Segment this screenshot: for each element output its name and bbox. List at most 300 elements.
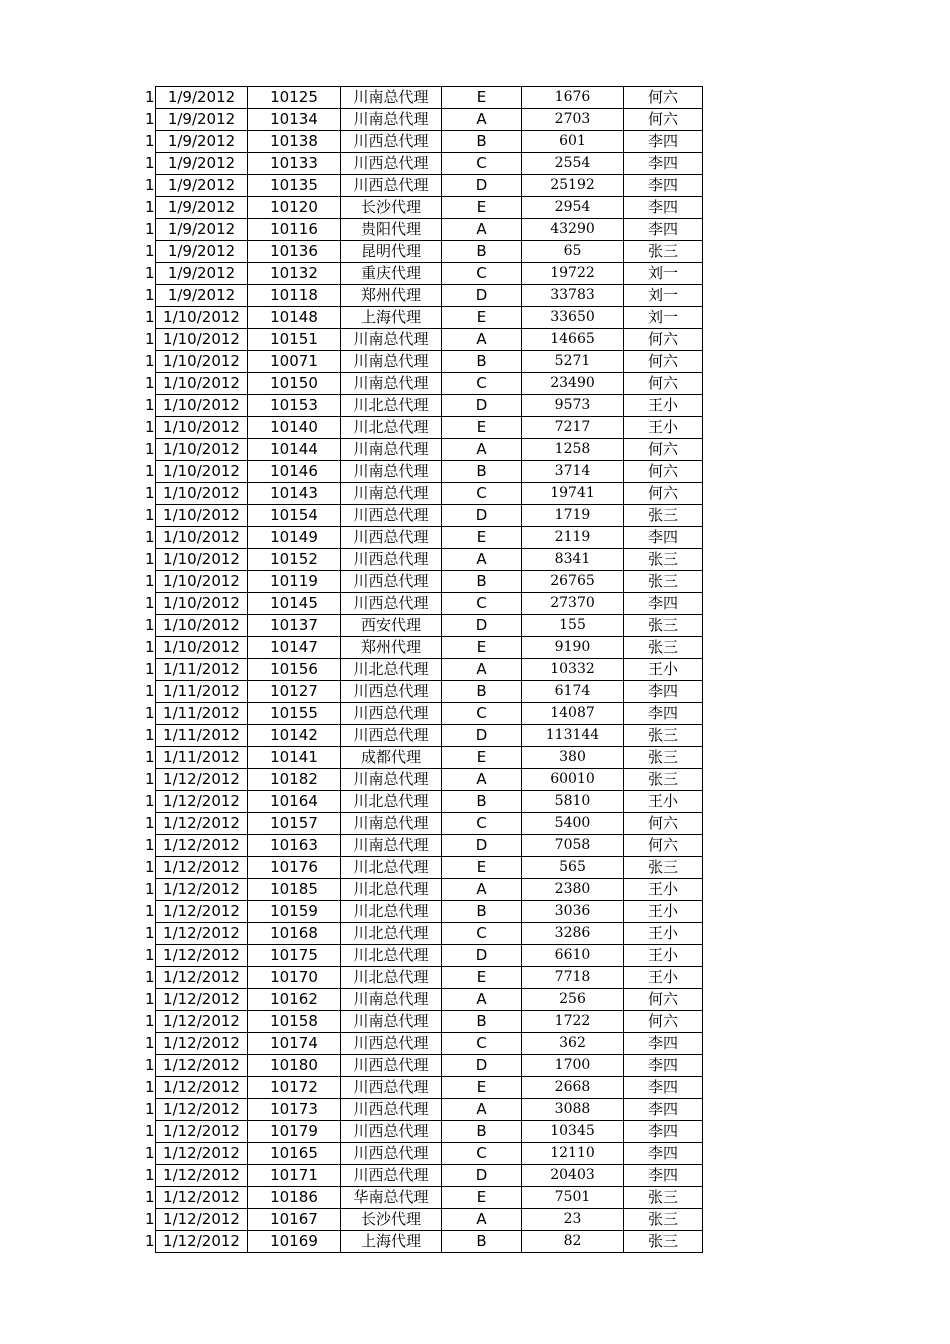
agent-cell: 川北总代理 (341, 791, 442, 813)
grade-cell: D (442, 285, 522, 307)
amount-cell: 2703 (522, 109, 624, 131)
grade-cell: D (442, 1055, 522, 1077)
date-cell: 1/12/2012 (156, 901, 248, 923)
amount-cell: 5400 (522, 813, 624, 835)
salesperson-cell: 张三 (624, 1187, 703, 1209)
agent-cell: 川西总代理 (341, 703, 442, 725)
amount-cell: 14087 (522, 703, 624, 725)
row-index-cell: 1 (145, 1209, 156, 1231)
amount-cell: 2119 (522, 527, 624, 549)
table-row (145, 263, 703, 285)
date-cell: 1/12/2012 (156, 879, 248, 901)
amount-cell: 33650 (522, 307, 624, 329)
amount-cell: 1676 (522, 87, 624, 109)
amount-cell: 23490 (522, 373, 624, 395)
amount-cell: 256 (522, 989, 624, 1011)
agent-cell: 川北总代理 (341, 395, 442, 417)
amount-cell: 27370 (522, 593, 624, 615)
order-id-cell: 10144 (248, 439, 341, 461)
grade-cell: C (442, 593, 522, 615)
salesperson-cell: 李四 (624, 1143, 703, 1165)
table-row (145, 813, 703, 835)
agent-cell: 川南总代理 (341, 439, 442, 461)
grade-cell: B (442, 901, 522, 923)
table-row (145, 989, 703, 1011)
date-cell: 1/12/2012 (156, 1055, 248, 1077)
amount-cell: 9190 (522, 637, 624, 659)
salesperson-cell: 张三 (624, 725, 703, 747)
order-id-cell: 10174 (248, 1033, 341, 1055)
grade-cell: B (442, 1011, 522, 1033)
row-index-cell: 1 (145, 571, 156, 593)
grade-cell: A (442, 989, 522, 1011)
table-row (145, 1011, 703, 1033)
agent-cell: 川南总代理 (341, 769, 442, 791)
grade-cell: A (442, 879, 522, 901)
table-row (145, 1121, 703, 1143)
grade-cell: B (442, 1121, 522, 1143)
agent-cell: 川西总代理 (341, 725, 442, 747)
amount-cell: 19722 (522, 263, 624, 285)
table-row (145, 439, 703, 461)
date-cell: 1/10/2012 (156, 307, 248, 329)
sales-table (145, 86, 703, 1253)
salesperson-cell: 李四 (624, 131, 703, 153)
row-index-cell: 1 (145, 835, 156, 857)
row-index-cell: 1 (145, 439, 156, 461)
grade-cell: E (442, 417, 522, 439)
salesperson-cell: 李四 (624, 1165, 703, 1187)
row-index-cell: 1 (145, 527, 156, 549)
amount-cell: 33783 (522, 285, 624, 307)
amount-cell: 601 (522, 131, 624, 153)
agent-cell: 川西总代理 (341, 1033, 442, 1055)
date-cell: 1/9/2012 (156, 197, 248, 219)
agent-cell: 郑州代理 (341, 637, 442, 659)
row-index-cell: 1 (145, 747, 156, 769)
date-cell: 1/12/2012 (156, 813, 248, 835)
row-index-cell: 1 (145, 1077, 156, 1099)
table-row (145, 87, 703, 109)
grade-cell: D (442, 835, 522, 857)
date-cell: 1/10/2012 (156, 505, 248, 527)
table-row (145, 175, 703, 197)
amount-cell: 20403 (522, 1165, 624, 1187)
table-row (145, 1187, 703, 1209)
date-cell: 1/11/2012 (156, 659, 248, 681)
amount-cell: 3036 (522, 901, 624, 923)
row-index-cell: 1 (145, 1055, 156, 1077)
grade-cell: E (442, 307, 522, 329)
order-id-cell: 10155 (248, 703, 341, 725)
date-cell: 1/10/2012 (156, 329, 248, 351)
salesperson-cell: 李四 (624, 1121, 703, 1143)
grade-cell: A (442, 219, 522, 241)
row-index-cell: 1 (145, 1187, 156, 1209)
order-id-cell: 10171 (248, 1165, 341, 1187)
order-id-cell: 10116 (248, 219, 341, 241)
grade-cell: A (442, 329, 522, 351)
date-cell: 1/10/2012 (156, 549, 248, 571)
order-id-cell: 10125 (248, 87, 341, 109)
order-id-cell: 10147 (248, 637, 341, 659)
table-row (145, 329, 703, 351)
table-row (145, 769, 703, 791)
grade-cell: D (442, 725, 522, 747)
amount-cell: 113144 (522, 725, 624, 747)
amount-cell: 2380 (522, 879, 624, 901)
date-cell: 1/12/2012 (156, 1011, 248, 1033)
amount-cell: 3714 (522, 461, 624, 483)
agent-cell: 川西总代理 (341, 1143, 442, 1165)
row-index-cell: 1 (145, 857, 156, 879)
row-index-cell: 1 (145, 637, 156, 659)
order-id-cell: 10185 (248, 879, 341, 901)
agent-cell: 川西总代理 (341, 1055, 442, 1077)
salesperson-cell: 何六 (624, 329, 703, 351)
agent-cell: 贵阳代理 (341, 219, 442, 241)
order-id-cell: 10172 (248, 1077, 341, 1099)
table-row (145, 505, 703, 527)
table-row (145, 637, 703, 659)
order-id-cell: 10182 (248, 769, 341, 791)
table-row (145, 153, 703, 175)
date-cell: 1/10/2012 (156, 527, 248, 549)
order-id-cell: 10165 (248, 1143, 341, 1165)
row-index-cell: 1 (145, 1121, 156, 1143)
grade-cell: D (442, 395, 522, 417)
table-row (145, 703, 703, 725)
salesperson-cell: 张三 (624, 549, 703, 571)
row-index-cell: 1 (145, 813, 156, 835)
date-cell: 1/12/2012 (156, 1231, 248, 1253)
row-index-cell: 1 (145, 505, 156, 527)
agent-cell: 川西总代理 (341, 1121, 442, 1143)
table-row (145, 527, 703, 549)
amount-cell: 43290 (522, 219, 624, 241)
salesperson-cell: 何六 (624, 813, 703, 835)
row-index-cell: 1 (145, 879, 156, 901)
table-row (145, 219, 703, 241)
order-id-cell: 10173 (248, 1099, 341, 1121)
salesperson-cell: 李四 (624, 681, 703, 703)
row-index-cell: 1 (145, 175, 156, 197)
row-index-cell: 1 (145, 945, 156, 967)
grade-cell: C (442, 153, 522, 175)
agent-cell: 川南总代理 (341, 835, 442, 857)
salesperson-cell: 张三 (624, 571, 703, 593)
date-cell: 1/9/2012 (156, 175, 248, 197)
date-cell: 1/9/2012 (156, 87, 248, 109)
amount-cell: 3088 (522, 1099, 624, 1121)
amount-cell: 7718 (522, 967, 624, 989)
agent-cell: 川西总代理 (341, 571, 442, 593)
order-id-cell: 10143 (248, 483, 341, 505)
grade-cell: C (442, 1143, 522, 1165)
salesperson-cell: 张三 (624, 1209, 703, 1231)
table-row (145, 1077, 703, 1099)
salesperson-cell: 王小 (624, 901, 703, 923)
salesperson-cell: 何六 (624, 373, 703, 395)
date-cell: 1/9/2012 (156, 109, 248, 131)
salesperson-cell: 何六 (624, 461, 703, 483)
table-row (145, 1055, 703, 1077)
order-id-cell: 10157 (248, 813, 341, 835)
grade-cell: E (442, 967, 522, 989)
salesperson-cell: 王小 (624, 879, 703, 901)
salesperson-cell: 何六 (624, 1011, 703, 1033)
date-cell: 1/12/2012 (156, 945, 248, 967)
date-cell: 1/11/2012 (156, 703, 248, 725)
agent-cell: 川南总代理 (341, 373, 442, 395)
amount-cell: 26765 (522, 571, 624, 593)
grade-cell: E (442, 527, 522, 549)
amount-cell: 65 (522, 241, 624, 263)
salesperson-cell: 李四 (624, 527, 703, 549)
agent-cell: 川南总代理 (341, 813, 442, 835)
date-cell: 1/10/2012 (156, 461, 248, 483)
amount-cell: 1700 (522, 1055, 624, 1077)
agent-cell: 上海代理 (341, 307, 442, 329)
salesperson-cell: 李四 (624, 1033, 703, 1055)
salesperson-cell: 李四 (624, 175, 703, 197)
table-row (145, 1209, 703, 1231)
salesperson-cell: 张三 (624, 769, 703, 791)
grade-cell: A (442, 109, 522, 131)
grade-cell: A (442, 769, 522, 791)
agent-cell: 川北总代理 (341, 857, 442, 879)
salesperson-cell: 李四 (624, 219, 703, 241)
salesperson-cell: 何六 (624, 351, 703, 373)
amount-cell: 1722 (522, 1011, 624, 1033)
date-cell: 1/10/2012 (156, 593, 248, 615)
table-row (145, 417, 703, 439)
salesperson-cell: 张三 (624, 505, 703, 527)
table-row (145, 747, 703, 769)
salesperson-cell: 李四 (624, 1077, 703, 1099)
date-cell: 1/12/2012 (156, 791, 248, 813)
agent-cell: 华南总代理 (341, 1187, 442, 1209)
agent-cell: 川西总代理 (341, 131, 442, 153)
grade-cell: B (442, 791, 522, 813)
grade-cell: E (442, 197, 522, 219)
grade-cell: A (442, 659, 522, 681)
order-id-cell: 10175 (248, 945, 341, 967)
salesperson-cell: 刘一 (624, 285, 703, 307)
agent-cell: 川北总代理 (341, 901, 442, 923)
amount-cell: 14665 (522, 329, 624, 351)
amount-cell: 362 (522, 1033, 624, 1055)
agent-cell: 长沙代理 (341, 1209, 442, 1231)
grade-cell: C (442, 483, 522, 505)
date-cell: 1/12/2012 (156, 1099, 248, 1121)
grade-cell: B (442, 1231, 522, 1253)
grade-cell: C (442, 263, 522, 285)
table-row (145, 1099, 703, 1121)
row-index-cell: 1 (145, 263, 156, 285)
row-index-cell: 1 (145, 703, 156, 725)
grade-cell: B (442, 681, 522, 703)
grade-cell: C (442, 923, 522, 945)
order-id-cell: 10146 (248, 461, 341, 483)
amount-cell: 19741 (522, 483, 624, 505)
date-cell: 1/12/2012 (156, 769, 248, 791)
row-index-cell: 1 (145, 923, 156, 945)
grade-cell: E (442, 1077, 522, 1099)
sales-table-body (145, 87, 703, 1253)
amount-cell: 23 (522, 1209, 624, 1231)
agent-cell: 川北总代理 (341, 923, 442, 945)
row-index-cell: 1 (145, 87, 156, 109)
date-cell: 1/12/2012 (156, 1187, 248, 1209)
agent-cell: 川南总代理 (341, 109, 442, 131)
amount-cell: 9573 (522, 395, 624, 417)
amount-cell: 2954 (522, 197, 624, 219)
salesperson-cell: 何六 (624, 989, 703, 1011)
agent-cell: 川南总代理 (341, 1011, 442, 1033)
salesperson-cell: 王小 (624, 945, 703, 967)
order-id-cell: 10167 (248, 1209, 341, 1231)
order-id-cell: 10149 (248, 527, 341, 549)
salesperson-cell: 王小 (624, 791, 703, 813)
row-index-cell: 1 (145, 791, 156, 813)
date-cell: 1/9/2012 (156, 219, 248, 241)
salesperson-cell: 王小 (624, 967, 703, 989)
grade-cell: E (442, 747, 522, 769)
date-cell: 1/12/2012 (156, 923, 248, 945)
order-id-cell: 10150 (248, 373, 341, 395)
order-id-cell: 10159 (248, 901, 341, 923)
agent-cell: 西安代理 (341, 615, 442, 637)
table-row (145, 945, 703, 967)
agent-cell: 川南总代理 (341, 351, 442, 373)
table-row (145, 681, 703, 703)
date-cell: 1/12/2012 (156, 835, 248, 857)
agent-cell: 川西总代理 (341, 681, 442, 703)
amount-cell: 2668 (522, 1077, 624, 1099)
salesperson-cell: 张三 (624, 1231, 703, 1253)
grade-cell: B (442, 241, 522, 263)
salesperson-cell: 李四 (624, 1055, 703, 1077)
date-cell: 1/12/2012 (156, 857, 248, 879)
row-index-cell: 1 (145, 197, 156, 219)
table-row (145, 483, 703, 505)
agent-cell: 川南总代理 (341, 989, 442, 1011)
order-id-cell: 10119 (248, 571, 341, 593)
table-row (145, 131, 703, 153)
agent-cell: 川西总代理 (341, 175, 442, 197)
amount-cell: 3286 (522, 923, 624, 945)
order-id-cell: 10180 (248, 1055, 341, 1077)
row-index-cell: 1 (145, 285, 156, 307)
table-row (145, 615, 703, 637)
order-id-cell: 10071 (248, 351, 341, 373)
agent-cell: 川西总代理 (341, 153, 442, 175)
amount-cell: 155 (522, 615, 624, 637)
table-row (145, 593, 703, 615)
agent-cell: 川西总代理 (341, 1165, 442, 1187)
date-cell: 1/9/2012 (156, 153, 248, 175)
row-index-cell: 1 (145, 461, 156, 483)
agent-cell: 川南总代理 (341, 461, 442, 483)
order-id-cell: 10169 (248, 1231, 341, 1253)
agent-cell: 川西总代理 (341, 593, 442, 615)
order-id-cell: 10179 (248, 1121, 341, 1143)
agent-cell: 郑州代理 (341, 285, 442, 307)
agent-cell: 川西总代理 (341, 1077, 442, 1099)
row-index-cell: 1 (145, 989, 156, 1011)
order-id-cell: 10118 (248, 285, 341, 307)
amount-cell: 25192 (522, 175, 624, 197)
date-cell: 1/12/2012 (156, 1165, 248, 1187)
salesperson-cell: 何六 (624, 483, 703, 505)
order-id-cell: 10120 (248, 197, 341, 219)
date-cell: 1/10/2012 (156, 571, 248, 593)
date-cell: 1/9/2012 (156, 285, 248, 307)
date-cell: 1/10/2012 (156, 483, 248, 505)
date-cell: 1/12/2012 (156, 1121, 248, 1143)
grade-cell: D (442, 505, 522, 527)
order-id-cell: 10135 (248, 175, 341, 197)
salesperson-cell: 李四 (624, 703, 703, 725)
row-index-cell: 1 (145, 1231, 156, 1253)
salesperson-cell: 刘一 (624, 263, 703, 285)
order-id-cell: 10145 (248, 593, 341, 615)
order-id-cell: 10132 (248, 263, 341, 285)
row-index-cell: 1 (145, 725, 156, 747)
date-cell: 1/11/2012 (156, 747, 248, 769)
row-index-cell: 1 (145, 1143, 156, 1165)
row-index-cell: 1 (145, 241, 156, 263)
order-id-cell: 10164 (248, 791, 341, 813)
date-cell: 1/11/2012 (156, 725, 248, 747)
salesperson-cell: 王小 (624, 923, 703, 945)
salesperson-cell: 李四 (624, 197, 703, 219)
salesperson-cell: 何六 (624, 109, 703, 131)
salesperson-cell: 何六 (624, 87, 703, 109)
order-id-cell: 10127 (248, 681, 341, 703)
table-row (145, 285, 703, 307)
grade-cell: E (442, 637, 522, 659)
row-index-cell: 1 (145, 153, 156, 175)
grade-cell: B (442, 131, 522, 153)
amount-cell: 7217 (522, 417, 624, 439)
salesperson-cell: 张三 (624, 747, 703, 769)
row-index-cell: 1 (145, 219, 156, 241)
salesperson-cell: 张三 (624, 241, 703, 263)
salesperson-cell: 王小 (624, 417, 703, 439)
order-id-cell: 10154 (248, 505, 341, 527)
order-id-cell: 10137 (248, 615, 341, 637)
salesperson-cell: 李四 (624, 153, 703, 175)
date-cell: 1/10/2012 (156, 417, 248, 439)
agent-cell: 长沙代理 (341, 197, 442, 219)
table-row (145, 373, 703, 395)
agent-cell: 上海代理 (341, 1231, 442, 1253)
table-row (145, 307, 703, 329)
grade-cell: E (442, 1187, 522, 1209)
amount-cell: 7058 (522, 835, 624, 857)
amount-cell: 6610 (522, 945, 624, 967)
amount-cell: 82 (522, 1231, 624, 1253)
date-cell: 1/10/2012 (156, 637, 248, 659)
order-id-cell: 10134 (248, 109, 341, 131)
agent-cell: 川西总代理 (341, 527, 442, 549)
grade-cell: B (442, 571, 522, 593)
grade-cell: E (442, 87, 522, 109)
table-row (145, 549, 703, 571)
row-index-cell: 1 (145, 769, 156, 791)
